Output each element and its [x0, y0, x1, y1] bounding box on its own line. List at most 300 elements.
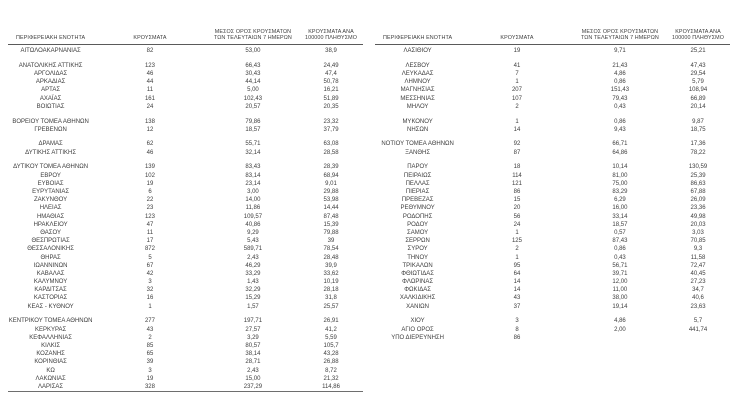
per100k-cell: 28,48 — [323, 254, 339, 261]
table-row — [8, 303, 363, 311]
cases-cell: 14 — [513, 287, 521, 294]
cases-cell: 123 — [144, 62, 155, 69]
avg7-cell: 27,57 — [245, 326, 261, 333]
per100k-cell: 5,79 — [692, 79, 704, 86]
table-row — [375, 180, 730, 188]
avg7-cell: 237,29 — [243, 383, 263, 390]
table-row — [375, 103, 730, 111]
per100k-cell: 40,6 — [692, 295, 704, 302]
avg7-cell: 83,14 — [245, 172, 261, 179]
per100k-cell: 72,47 — [690, 262, 706, 269]
avg7-cell: 102,43 — [243, 95, 263, 102]
table-row — [8, 213, 363, 221]
table-row — [375, 237, 730, 245]
per100k-cell: 34,7 — [692, 287, 704, 294]
header-region: ΠΕΡΙΦΕΡΕΙΑΚΗ ΕΝΟΤΗΤΑ — [16, 35, 86, 42]
avg7-cell: 11,00 — [612, 287, 628, 294]
avg7-cell: 66,43 — [245, 62, 261, 69]
region-name-cell: ΑΧΑΪΑΣ — [39, 95, 62, 102]
per100k-cell: 3,03 — [692, 229, 704, 236]
cases-cell: 139 — [144, 164, 155, 171]
avg7-cell: 197,71 — [243, 318, 263, 325]
region-name-cell: ΒΟΙΩΤΙΑΣ — [36, 103, 65, 110]
group-separator — [8, 55, 363, 62]
table-row — [375, 196, 730, 204]
table-row — [8, 254, 363, 262]
region-name-cell: ΘΗΡΑΣ — [40, 254, 61, 261]
table-row — [375, 229, 730, 237]
per100k-cell: 28,39 — [323, 164, 339, 171]
avg7-cell: 19,14 — [612, 303, 628, 310]
table-row — [8, 103, 363, 111]
per100k-cell: 23,36 — [690, 205, 706, 212]
region-name-cell: ΠΙΕΡΙΑΣ — [405, 189, 430, 195]
cases-cell: 32 — [146, 287, 154, 294]
avg7-cell: 5,00 — [247, 87, 259, 94]
per100k-cell: 50,78 — [323, 79, 339, 86]
cases-cell: 2 — [515, 103, 519, 110]
table-row — [8, 334, 363, 342]
cases-cell: 43 — [146, 326, 154, 333]
region-name-cell: ΛΕΣΒΟΥ — [405, 62, 430, 69]
cases-cell: 123 — [144, 213, 155, 220]
per100k-cell: 39 — [327, 238, 335, 245]
cases-cell: 114 — [512, 172, 522, 179]
table-row — [375, 118, 730, 126]
avg7-cell: 16,00 — [612, 205, 628, 212]
header-avg7: ΜΕΣΟΣ ΟΡΟΣ ΚΡΟΥΣΜΑΤΩΝ ΤΩΝ ΤΕΛΕΥΤΑΙΩΝ 7 ΗΜΕΡΩΝ — [580, 28, 659, 42]
table-row — [8, 180, 363, 188]
per100k-cell: 51,89 — [323, 95, 339, 102]
avg7-cell: 109,57 — [243, 213, 263, 220]
per100k-cell: 26,91 — [323, 318, 339, 325]
region-name-cell: ΔΥΤΙΚΟΥ ΤΟΜΕΑ ΑΘΗΝΩΝ — [13, 164, 89, 171]
per100k-cell: 9,87 — [692, 118, 704, 125]
per100k-cell: 16,21 — [323, 87, 339, 94]
table-row — [8, 204, 363, 212]
cases-cell: 46 — [146, 70, 154, 77]
per100k-cell: 5,7 — [693, 318, 703, 325]
avg7-cell: 32,14 — [245, 149, 261, 156]
table-row — [8, 188, 363, 196]
region-name-cell: ΚΑΛΥΜΝΟΥ — [33, 279, 68, 286]
header-per100k: ΚΡΟΥΣΜΑΤΑ ΑΝΑ 100000 ΠΛΗΘΥΣΜΟ — [672, 28, 725, 42]
table-row — [375, 294, 730, 302]
cases-cell: 12 — [146, 126, 154, 133]
group-separator — [375, 157, 730, 164]
table-row — [8, 367, 363, 375]
avg7-cell: 0,43 — [614, 103, 626, 110]
cases-cell: 47 — [146, 221, 154, 228]
region-name-cell: ΚΕΡΚΥΡΑΣ — [34, 326, 67, 333]
cases-cell: 46 — [146, 149, 154, 156]
table-row — [8, 326, 363, 334]
cases-cell: 42 — [146, 270, 154, 277]
table-row — [375, 172, 730, 180]
table-row — [8, 375, 363, 383]
per100k-cell: 47,43 — [690, 62, 706, 69]
avg7-cell: 2,43 — [247, 367, 259, 374]
region-name-cell: ΡΟΔΟΠΗΣ — [402, 213, 433, 220]
avg7-cell: 15,29 — [245, 295, 261, 302]
region-name-cell: ΧΙΟΥ — [410, 318, 425, 325]
group-separator — [375, 111, 730, 118]
avg7-cell: 32,29 — [245, 287, 261, 294]
per100k-cell: 79,88 — [323, 229, 339, 236]
avg7-cell: 56,71 — [612, 262, 628, 269]
avg7-cell: 55,71 — [245, 141, 261, 148]
per100k-cell: 49,98 — [690, 213, 706, 220]
cases-cell: 22 — [146, 197, 154, 204]
avg7-cell: 2,43 — [247, 254, 259, 261]
per100k-cell: 25,21 — [690, 48, 706, 54]
avg7-cell: 33,14 — [612, 213, 628, 220]
per100k-cell: 23,32 — [323, 118, 339, 125]
region-name-cell: ΖΑΚΥΝΘΟΥ — [34, 197, 68, 204]
group-separator — [8, 134, 363, 141]
region-name-cell: ΣΥΡΟΥ — [407, 246, 428, 253]
table-row — [375, 188, 730, 196]
per100k-cell: 29,88 — [323, 189, 339, 195]
region-name-cell: ΚΕΑΣ - ΚΥΘΝΟΥ — [27, 303, 74, 310]
table-row — [8, 237, 363, 245]
avg7-cell: 4,86 — [614, 70, 626, 77]
table-header — [375, 26, 730, 45]
avg7-cell — [574, 334, 666, 342]
region-name-cell: ΙΩΑΝΝΙΝΩΝ — [33, 262, 68, 269]
table-row — [375, 204, 730, 212]
table-row — [375, 286, 730, 294]
per100k-cell: 66,89 — [690, 95, 706, 102]
cases-cell: 86 — [513, 334, 521, 341]
table-row — [375, 78, 730, 86]
region-name-cell: ΥΠΟ ΔΙΕΡΕΥΝΗΣΗ — [391, 334, 444, 341]
avg7-cell: 18,57 — [612, 221, 628, 228]
cases-cell: 39 — [146, 359, 154, 366]
cases-cell: 872 — [144, 246, 155, 253]
avg7-cell: 30,43 — [245, 70, 261, 77]
header-cases: ΚΡΟΥΣΜΑΤΑ — [500, 35, 534, 42]
table-row — [8, 86, 363, 94]
region-name-cell: ΧΑΝΙΩΝ — [406, 303, 429, 310]
avg7-cell: 0,86 — [614, 79, 626, 86]
table-row — [375, 163, 730, 171]
cases-cell: 8 — [515, 326, 519, 333]
table-header — [8, 26, 363, 45]
region-name-cell: ΡΟΔΟΥ — [407, 221, 429, 228]
avg7-cell: 40,86 — [245, 221, 261, 228]
table-row — [375, 126, 730, 134]
per100k-cell: 108,94 — [688, 87, 708, 94]
table-row — [8, 149, 363, 157]
group-separator — [8, 311, 363, 318]
per100k-cell: 105,7 — [323, 342, 339, 349]
regional-units-table-left — [8, 26, 363, 392]
cases-cell: 1 — [515, 254, 519, 261]
cases-cell: 3 — [148, 367, 152, 374]
avg7-cell: 81,00 — [612, 172, 628, 179]
per100k-cell: 26,88 — [323, 359, 339, 366]
table-row — [8, 262, 363, 270]
avg7-cell: 10,14 — [612, 164, 628, 171]
region-name-cell: ΑΓΙΟ ΟΡΟΣ — [401, 326, 434, 333]
cases-cell: 16 — [146, 295, 154, 302]
table-row — [8, 221, 363, 229]
cases-cell: 20 — [513, 205, 521, 212]
per100k-cell: 28,18 — [323, 287, 339, 294]
region-name-cell: ΓΡΕΒΕΝΩΝ — [34, 126, 67, 133]
per100k-cell: 78,22 — [690, 149, 706, 156]
per100k-cell: 21,32 — [323, 375, 339, 382]
avg7-cell: 83,29 — [612, 189, 628, 195]
region-name-cell: ΠΑΡΟΥ — [407, 164, 428, 171]
region-name-cell: ΦΩΚΙΔΑΣ — [404, 287, 431, 294]
group-separator — [375, 55, 730, 62]
per100k-cell: 53,98 — [323, 197, 339, 204]
cases-cell: 125 — [511, 238, 522, 245]
region-name-cell: ΚΟΖΑΝΗΣ — [36, 351, 65, 358]
avg7-cell: 18,57 — [245, 126, 261, 133]
cases-cell: 95 — [513, 262, 521, 269]
table-row — [375, 334, 730, 342]
table-row — [375, 262, 730, 270]
table-row — [8, 294, 363, 302]
cases-cell: 92 — [513, 141, 521, 148]
per100k-cell: 24,49 — [323, 62, 339, 69]
cases-cell: 207 — [511, 87, 522, 94]
region-name-cell: ΗΡΑΚΛΕΙΟΥ — [33, 221, 68, 228]
avg7-cell: 44,14 — [245, 79, 261, 86]
cases-cell: 14 — [513, 126, 521, 133]
avg7-cell: 23,14 — [245, 180, 261, 187]
per100k-cell — [666, 334, 730, 342]
cases-cell: 102 — [144, 172, 155, 179]
region-name-cell: ΑΡΚΑΔΙΑΣ — [35, 79, 66, 86]
header-cases: ΚΡΟΥΣΜΑΤΑ — [133, 35, 167, 42]
per100k-cell: 130,59 — [688, 164, 708, 171]
avg7-cell: 4,86 — [614, 318, 626, 325]
per100k-cell: 8,72 — [325, 367, 337, 374]
region-name-cell: ΑΙΤΩΛΟΑΚΑΡΝΑΝΙΑΣ — [20, 48, 81, 54]
region-name-cell: ΧΑΛΚΙΔΙΚΗΣ — [399, 295, 436, 302]
region-name-cell: ΞΑΝΘΗΣ — [405, 149, 431, 156]
region-name-cell: ΕΒΡΟΥ — [40, 172, 61, 179]
region-name-cell: ΚΕΝΤΡΙΚΟΥ ΤΟΜΕΑ ΑΘΗΝΩΝ — [8, 318, 93, 325]
per100k-cell: 114,86 — [322, 383, 340, 390]
table-row — [8, 78, 363, 86]
cases-cell: 65 — [146, 351, 154, 358]
group-separator — [8, 157, 363, 164]
table-row — [375, 303, 730, 311]
per100k-cell: 33,62 — [323, 270, 339, 277]
table-row — [375, 254, 730, 262]
per100k-cell: 11,58 — [690, 254, 706, 261]
region-name-cell: ΛΕΥΚΑΔΑΣ — [401, 70, 434, 77]
table-row — [8, 163, 363, 171]
table-row — [8, 342, 363, 350]
per100k-cell: 9,3 — [693, 246, 703, 253]
region-name-cell: ΚΑΡΔΙΤΣΑΣ — [34, 287, 67, 294]
per100k-cell: 10,19 — [323, 279, 339, 286]
cases-cell: 24 — [146, 103, 154, 110]
region-name-cell: ΕΥΒΟΙΑΣ — [37, 180, 64, 187]
avg7-cell: 46,29 — [245, 262, 261, 269]
cases-cell: 1 — [515, 229, 519, 236]
per100k-cell: 23,63 — [690, 303, 706, 310]
table-row — [375, 62, 730, 70]
avg7-cell: 0,86 — [614, 118, 626, 125]
group-separator — [8, 111, 363, 118]
region-name-cell: ΑΝΑΤΟΛΙΚΗΣ ΑΤΤΙΚΗΣ — [18, 62, 83, 69]
cases-cell: 41 — [513, 62, 521, 69]
table-row — [8, 229, 363, 237]
per100k-cell: 17,36 — [690, 141, 706, 148]
avg7-cell: 80,57 — [245, 342, 261, 349]
region-name-cell: ΤΗΝΟΥ — [407, 254, 428, 261]
avg7-cell: 11,86 — [245, 205, 261, 212]
cases-cell: 62 — [146, 141, 154, 148]
avg7-cell: 15,00 — [245, 375, 261, 382]
per100k-cell: 70,85 — [690, 238, 706, 245]
cases-cell: 85 — [146, 342, 154, 349]
table-body — [375, 45, 730, 342]
per100k-cell: 29,54 — [690, 70, 706, 77]
avg7-cell: 1,43 — [247, 279, 259, 286]
per100k-cell: 63,08 — [323, 141, 339, 148]
avg7-cell: 151,43 — [610, 87, 630, 94]
table-row — [375, 245, 730, 253]
table-row — [375, 270, 730, 278]
cases-cell: 24 — [513, 221, 521, 228]
cases-cell: 5 — [148, 254, 152, 261]
table-row — [8, 70, 363, 78]
region-name-cell: ΚΑΣΤΟΡΙΑΣ — [33, 295, 68, 302]
table-row — [8, 62, 363, 70]
avg7-cell: 5,43 — [247, 238, 259, 245]
per100k-cell: 43,28 — [323, 351, 339, 358]
avg7-cell: 33,29 — [245, 270, 261, 277]
region-name-cell: ΛΑΡΙΣΑΣ — [38, 383, 64, 390]
table-row — [375, 317, 730, 325]
region-name-cell: ΡΕΘΥΜΝΟΥ — [400, 205, 435, 212]
region-name-cell: ΘΕΣΣΑΛΟΝΙΚΗΣ — [27, 246, 74, 253]
region-name-cell: ΚΑΒΑΛΑΣ — [36, 270, 65, 277]
table-row — [375, 149, 730, 157]
region-name-cell: ΤΡΙΚΑΛΩΝ — [402, 262, 433, 269]
region-name-cell: ΜΗΛΟΥ — [406, 103, 429, 110]
table-row — [375, 326, 730, 334]
avg7-cell: 20,57 — [245, 103, 261, 110]
table-row — [8, 140, 363, 148]
cases-cell: 328 — [144, 383, 155, 390]
avg7-cell: 12,00 — [612, 279, 628, 286]
cases-cell: 3 — [515, 318, 519, 325]
per100k-cell: 18,75 — [690, 126, 706, 133]
per100k-cell: 20,14 — [690, 103, 706, 110]
cases-cell: 2 — [148, 334, 152, 341]
table-row — [8, 270, 363, 278]
cases-cell: 107 — [511, 95, 522, 102]
cases-cell: 19 — [146, 375, 154, 382]
avg7-cell: 28,71 — [245, 359, 261, 366]
region-name-cell: ΛΑΣΙΘΙΟΥ — [403, 48, 432, 54]
cases-cell: 64 — [513, 270, 521, 277]
table-row — [8, 196, 363, 204]
per100k-cell: 5,59 — [325, 334, 337, 341]
cases-cell: 37 — [513, 303, 521, 310]
region-name-cell: ΜΥΚΟΝΟΥ — [402, 118, 433, 125]
avg7-cell: 75,00 — [612, 180, 628, 187]
header-region: ΠΕΡΙΦΕΡΕΙΑΚΗ ΕΝΟΤΗΤΑ — [383, 35, 453, 42]
table-row — [8, 47, 363, 55]
table-row — [375, 140, 730, 148]
cases-cell: 23 — [146, 205, 154, 212]
avg7-cell: 38,00 — [612, 295, 628, 302]
region-name-cell: ΕΥΡΥΤΑΝΙΑΣ — [32, 189, 70, 195]
table-row — [8, 126, 363, 134]
cases-cell: 3 — [148, 279, 152, 286]
cases-cell: 161 — [144, 95, 155, 102]
group-separator — [375, 134, 730, 141]
avg7-cell: 21,43 — [612, 62, 628, 69]
avg7-cell: 38,14 — [245, 351, 261, 358]
cases-cell: 56 — [513, 213, 521, 220]
per100k-cell: 441,74 — [688, 326, 708, 333]
per100k-cell: 26,09 — [690, 197, 706, 204]
avg7-cell: 0,43 — [614, 254, 626, 261]
cases-cell: 121 — [511, 180, 522, 187]
table-row — [8, 286, 363, 294]
per100k-cell: 41,2 — [325, 326, 337, 333]
avg7-cell: 53,00 — [245, 48, 261, 54]
per100k-cell: 38,9 — [325, 48, 337, 54]
region-name-cell: ΦΘΙΩΤΙΔΑΣ — [401, 270, 434, 277]
avg7-cell: 3,00 — [247, 189, 259, 195]
avg7-cell: 0,57 — [614, 229, 626, 236]
table-row — [375, 47, 730, 55]
region-name-cell: ΠΡΕΒΕΖΑΣ — [401, 197, 434, 204]
cases-cell: 2 — [515, 246, 519, 253]
region-name-cell: ΛΗΜΝΟΥ — [404, 79, 431, 86]
avg7-cell: 589,71 — [243, 246, 263, 253]
region-name-cell: ΚΟΡΙΝΘΙΑΣ — [34, 359, 67, 366]
cases-cell: 19 — [146, 180, 154, 187]
table-row — [375, 221, 730, 229]
cases-cell: 86 — [513, 189, 521, 195]
per100k-cell: 31,8 — [325, 295, 337, 302]
table-row — [8, 278, 363, 286]
avg7-cell: 39,71 — [612, 270, 628, 277]
cases-cell: 7 — [515, 70, 519, 77]
avg7-cell: 0,86 — [614, 246, 626, 253]
per100k-cell: 86,63 — [690, 180, 706, 187]
per100k-cell: 78,54 — [323, 246, 339, 253]
avg7-cell: 9,43 — [614, 126, 626, 133]
region-name-cell: ΚΩ — [46, 367, 55, 374]
region-name-cell: ΘΑΣΟΥ — [40, 229, 61, 236]
per100k-cell: 25,57 — [323, 303, 339, 310]
per100k-cell: 39,9 — [325, 262, 337, 269]
avg7-cell: 64,86 — [612, 149, 628, 156]
region-name-cell: ΛΑΚΩΝΙΑΣ — [35, 375, 66, 382]
table-row — [375, 86, 730, 94]
table-row — [8, 383, 363, 391]
group-separator — [375, 311, 730, 318]
region-name-cell: ΝΟΤΙΟΥ ΤΟΜΕΑ ΑΘΗΝΩΝ — [381, 141, 454, 148]
region-name-cell: ΝΗΣΩΝ — [406, 126, 429, 133]
region-name-cell: ΜΑΓΝΗΣΙΑΣ — [400, 87, 435, 94]
avg7-cell: 2,00 — [614, 326, 626, 333]
